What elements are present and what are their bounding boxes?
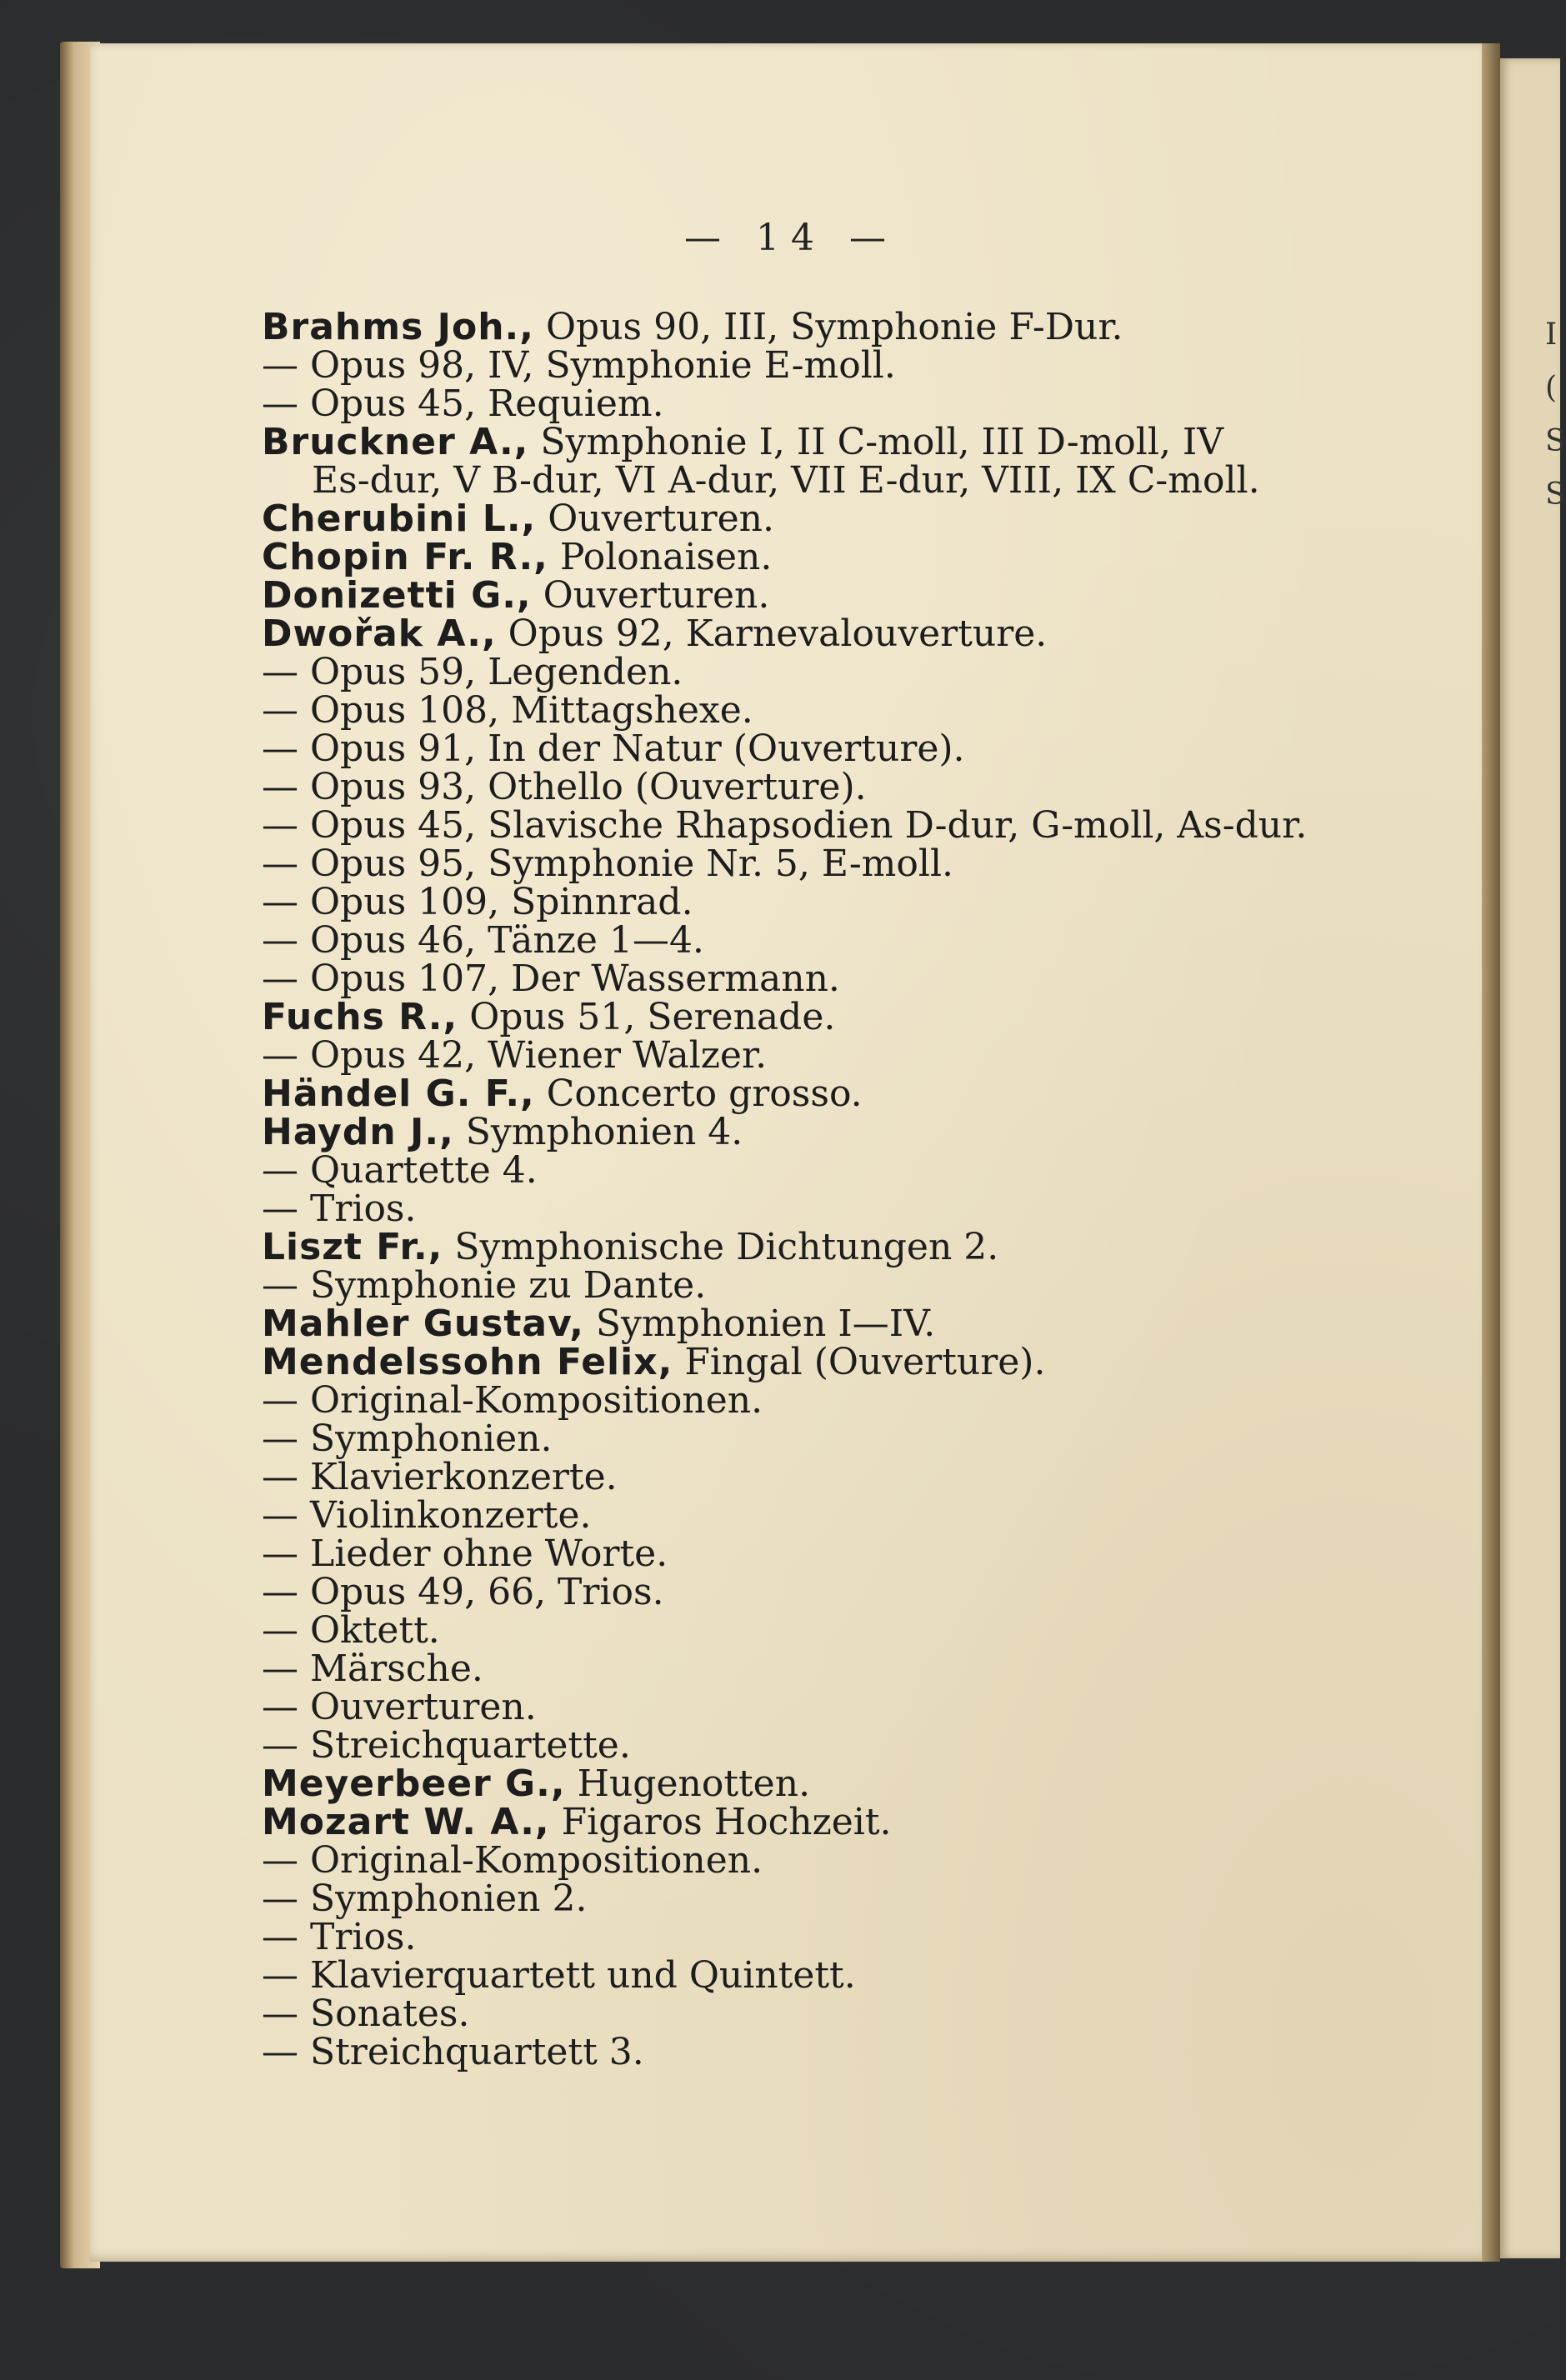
work-title: — Opus 98, IV, Symphonie E-moll.: [262, 344, 896, 387]
composer-name: Händel G. F.,: [262, 1072, 535, 1115]
list-entry: [262, 883, 1512, 922]
work-title: — Opus 59, Legenden.: [262, 651, 683, 693]
list-entry: [262, 1113, 1512, 1152]
list-entry: [262, 1420, 1512, 1458]
work-title: — Opus 109, Spinnrad.: [262, 881, 693, 923]
work-title: — Klavierkonzerte.: [262, 1456, 618, 1498]
work-title: — Opus 42, Wiener Walzer.: [262, 1034, 768, 1077]
list-entry: [262, 1034, 1512, 1077]
composer-name: Meyerbeer G.,: [262, 1762, 566, 1805]
list-entry: [262, 1688, 1512, 1727]
page-number: — 14 —: [684, 217, 898, 259]
list-entry: [262, 574, 1512, 617]
work-title: — Original-Kompositionen.: [262, 1379, 763, 1422]
work-title: — Symphonien.: [262, 1418, 553, 1460]
work-title: Ouverturen.: [536, 498, 774, 540]
work-title: Hugenotten.: [565, 1762, 811, 1805]
list-entry: [262, 1839, 1512, 1882]
list-entry: [262, 500, 1512, 538]
work-title: — Trios.: [262, 1188, 417, 1230]
work-title: — Opus 46, Tänze 1—4.: [262, 919, 704, 962]
work-title: Es-dur, V B-dur, VI A-dur, VII E-dur, VIII, IX C-moll.: [312, 459, 1260, 502]
work-title: Symphonie I, II C-moll, III D-moll, IV: [528, 421, 1224, 463]
composer-name: Bruckner A.,: [262, 421, 529, 463]
list-entry: [262, 1343, 1512, 1382]
list-entry: [262, 459, 1512, 502]
list-entry: [262, 1918, 1512, 1957]
work-title: — Symphonie zu Dante.: [262, 1264, 707, 1307]
work-title: Opus 51, Serenade.: [458, 996, 836, 1038]
list-entry: [262, 653, 1512, 692]
next-page-mark: I: [1545, 318, 1558, 352]
list-entry: [262, 344, 1512, 387]
work-title: Symphonien I—IV.: [583, 1302, 936, 1345]
work-title: — Lieder ohne Worte.: [262, 1532, 668, 1575]
list-entry: [262, 1228, 1512, 1267]
work-title: Opus 92, Karnevalouverture.: [496, 612, 1048, 655]
next-page-mark: S: [1545, 478, 1566, 512]
book-page: [90, 43, 1492, 2262]
work-title: — Opus 91, In der Natur (Ouverture).: [262, 728, 965, 770]
work-title: — Oktett.: [262, 1609, 440, 1652]
work-title: — Symphonien 2.: [262, 1878, 588, 1920]
composer-name: Mendelssohn Felix,: [262, 1341, 673, 1383]
work-title: — Original-Kompositionen.: [262, 1839, 763, 1882]
list-entry: [262, 1072, 1512, 1115]
composer-name: Donizetti G.,: [262, 574, 532, 617]
list-entry: [262, 382, 1512, 425]
composer-name: Cherubini L.,: [262, 498, 537, 540]
work-title: — Sonates.: [262, 1992, 470, 2035]
work-title: — Märsche.: [262, 1648, 483, 1690]
list-entry: [262, 612, 1512, 655]
list-entry: [262, 1992, 1512, 2035]
list-entry: [262, 1803, 1512, 1842]
list-entry: [262, 1190, 1512, 1228]
list-entry: [262, 768, 1512, 807]
composer-name: Mahler Gustav,: [262, 1302, 584, 1345]
work-title: Ouverturen.: [531, 574, 770, 617]
list-entry: [262, 1302, 1512, 1345]
work-title: Opus 90, III, Symphonie F-Dur.: [533, 306, 1123, 348]
work-title: — Opus 107, Der Wassermann.: [262, 958, 840, 1000]
list-entry: [262, 1573, 1512, 1612]
work-title: — Opus 95, Symphonie Nr. 5, E-moll.: [262, 842, 954, 885]
work-title: — Quartette 4.: [262, 1149, 538, 1192]
list-entry: [262, 998, 1512, 1037]
list-entry: [262, 919, 1512, 962]
list-entry: [262, 960, 1512, 998]
work-title: — Opus 45, Slavische Rhapsodien D-dur, G-moll, As-dur.: [262, 804, 1308, 847]
work-title: Symphonische Dichtungen 2.: [443, 1226, 999, 1268]
work-title: — Violinkonzerte.: [262, 1494, 592, 1537]
book-gutter: [1482, 43, 1500, 2262]
list-entry: [262, 842, 1512, 885]
list-entry: [262, 1149, 1512, 1192]
work-title: Concerto grosso.: [534, 1072, 863, 1115]
next-page-mark: S: [1545, 424, 1566, 458]
composer-name: Mozart W. A.,: [262, 1801, 550, 1843]
list-entry: [262, 538, 1512, 577]
list-entry: [262, 804, 1512, 847]
composer-name: Fuchs R.,: [262, 996, 458, 1038]
composer-name: Chopin Fr. R.,: [262, 536, 548, 578]
list-entry: [262, 1954, 1512, 1997]
list-entry: [262, 308, 1512, 347]
work-title: Figaros Hochzeit.: [549, 1801, 892, 1843]
list-entry: [262, 1494, 1512, 1537]
work-title: — Klavierquartett und Quintett.: [262, 1954, 856, 1997]
list-entry: [262, 730, 1512, 768]
list-entry: [262, 1880, 1512, 1918]
next-page-mark: (: [1545, 371, 1558, 405]
list-entry: [262, 1609, 1512, 1652]
composer-name: Liszt Fr.,: [262, 1226, 443, 1268]
work-title: Polonaisen.: [548, 536, 773, 578]
work-title: Symphonien 4.: [453, 1111, 743, 1153]
composer-name: Haydn J.,: [262, 1111, 454, 1153]
work-title: — Opus 49, 66, Trios.: [262, 1571, 664, 1613]
composer-name: Brahms Joh.,: [262, 306, 534, 348]
work-title: — Opus 108, Mittagshexe.: [262, 689, 753, 732]
work-title: — Streichquartette.: [262, 1724, 631, 1767]
next-page-marks: [1545, 308, 1566, 522]
list-entry: [262, 1264, 1512, 1307]
list-entry: [262, 1650, 1512, 1688]
work-title: — Trios.: [262, 1916, 417, 1958]
work-title: — Opus 45, Requiem.: [262, 382, 664, 425]
list-entry: [262, 423, 1512, 462]
work-title: — Streichquartett 3.: [262, 2031, 644, 2073]
list-entry: [262, 1379, 1512, 1422]
composer-list: [262, 308, 1512, 2072]
list-entry: [262, 1458, 1512, 1497]
list-entry: [262, 2033, 1512, 2072]
work-title: Fingal (Ouverture).: [673, 1341, 1046, 1383]
list-entry: [262, 1724, 1512, 1767]
work-title: — Opus 93, Othello (Ouverture).: [262, 766, 867, 808]
work-title: — Ouverturen.: [262, 1686, 537, 1728]
list-entry: [262, 1762, 1512, 1805]
list-entry: [262, 689, 1512, 732]
composer-name: Dwořak A.,: [262, 612, 497, 655]
list-entry: [262, 1532, 1512, 1575]
